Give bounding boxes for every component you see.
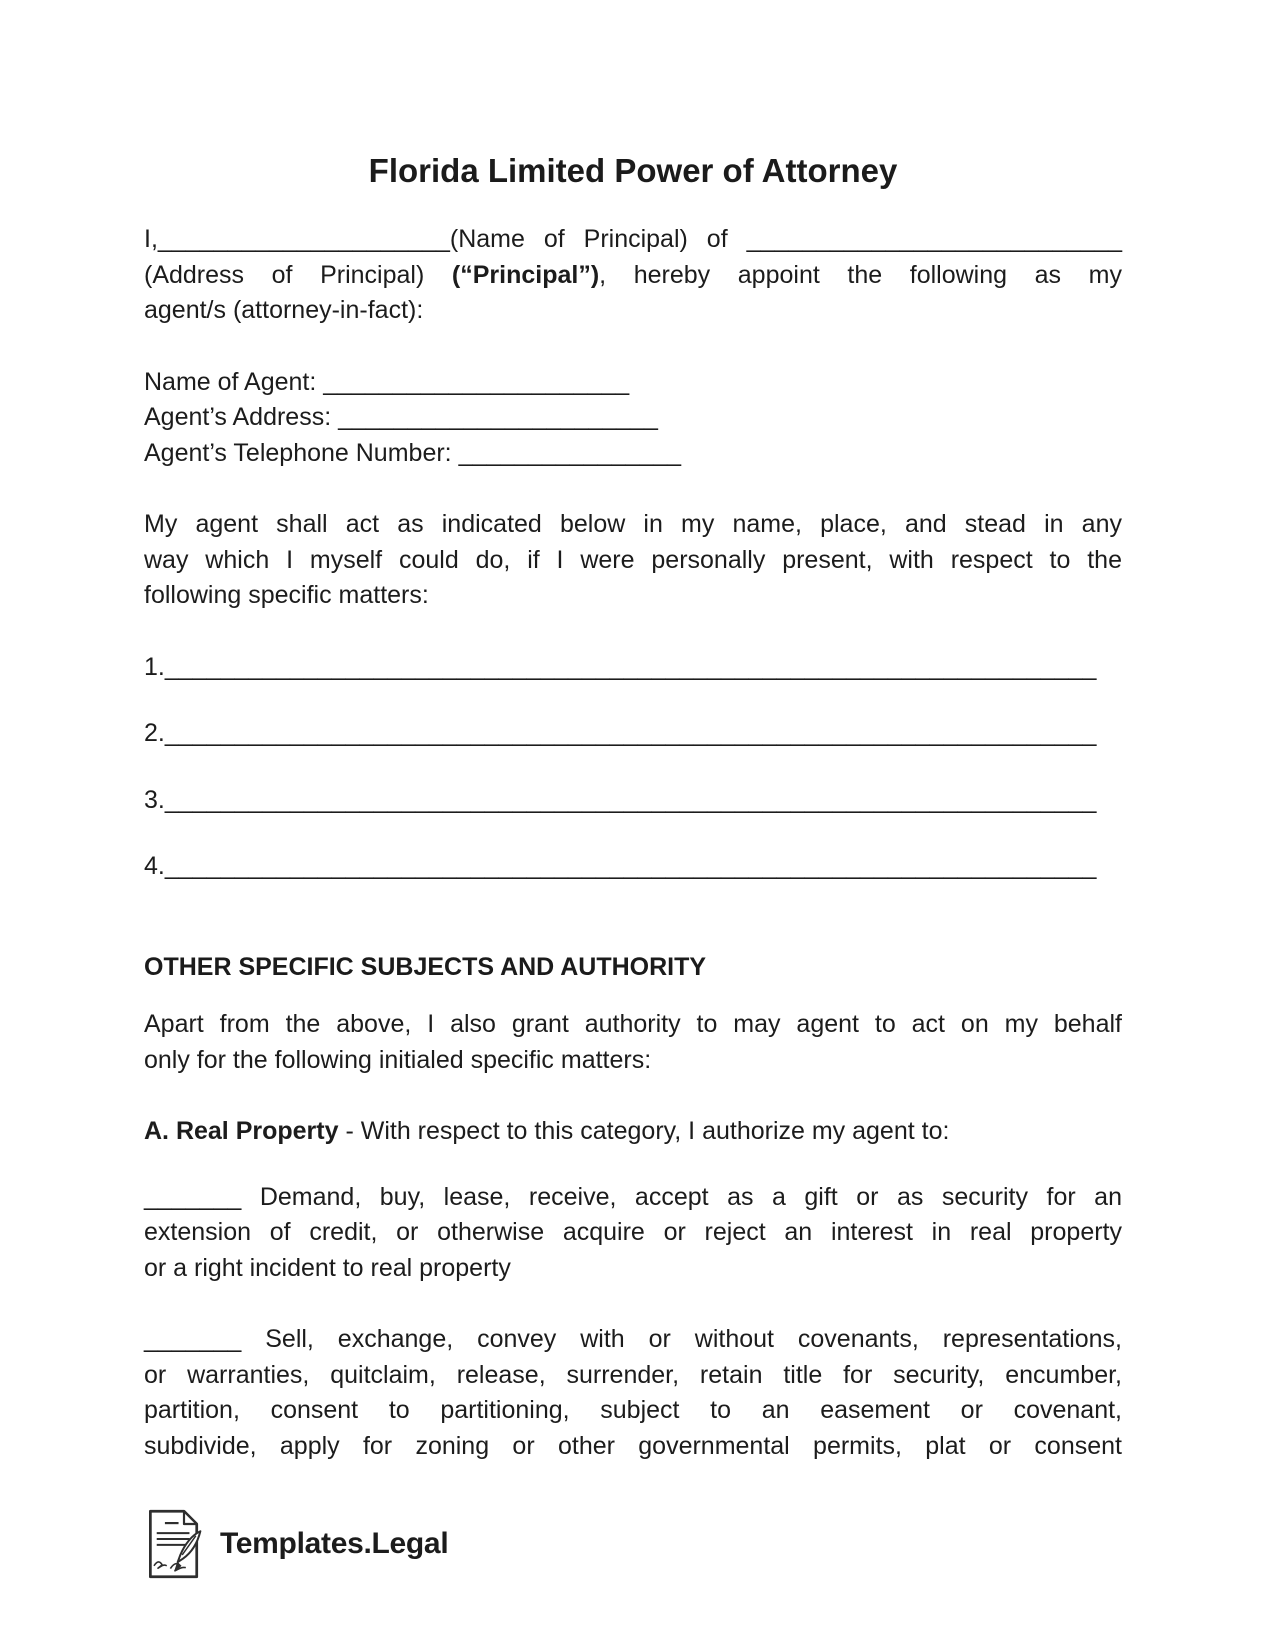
text-line: or a right incident to real property xyxy=(144,1253,511,1282)
text-line: _______ Sell, exchange, convey with or without covenants, representations, xyxy=(144,1325,1122,1353)
text-line: agent/s (attorney-in-fact): xyxy=(144,296,424,324)
text-line: 2.___________________________________________________________________ xyxy=(144,719,1097,747)
text-line: extension of credit, or otherwise acquire or reject an interest in real property xyxy=(144,1218,1122,1246)
footer-logo xyxy=(144,1508,1122,1580)
text-line: Apart from the above, I also grant authority to may agent to act on my behalf xyxy=(144,1010,1122,1038)
scope-paragraph xyxy=(144,507,1122,614)
other-authority-heading: OTHER SPECIFIC SUBJECTS AND AUTHORITY xyxy=(144,952,707,981)
document-with-quill-icon xyxy=(144,1508,204,1580)
text-line: partition, consent to partitioning, subject to an easement or covenant, xyxy=(144,1396,1122,1424)
real-property-sell-clause xyxy=(144,1322,1122,1464)
intro-paragraph xyxy=(144,222,1122,329)
other-authority-intro-paragraph xyxy=(144,1007,1122,1078)
text-line: My agent shall act as indicated below in my name, place, and stead in any xyxy=(144,510,1122,538)
text-line: following specific matters: xyxy=(144,581,429,609)
text-line: subdivide, apply for zoning or other governmental permits, plat or consent xyxy=(144,1431,1122,1460)
agent-info-block xyxy=(144,365,1122,472)
text-line: Name of Agent: ______________________ xyxy=(144,367,630,396)
text-line: I,_____________________(Name of Principal) of ___________________________ xyxy=(144,225,1122,253)
real-property-heading-line xyxy=(144,1114,1122,1150)
document-content xyxy=(144,150,1122,1580)
text-line: only for the following initialed specific matters: xyxy=(144,1045,652,1074)
text-line: Agent’s Address: _______________________ xyxy=(144,403,658,431)
brand-text: Templates.Legal xyxy=(220,1527,449,1560)
text-line: (Address of Principal) (“Principal”), hereby appoint the following as my xyxy=(144,260,1122,289)
text-line: 4.___________________________________________________________________ xyxy=(144,852,1097,880)
specific-matters-list xyxy=(144,650,1122,885)
text-line: _______ Demand, buy, lease, receive, accept as a gift or as security for an xyxy=(144,1182,1122,1211)
text-line: 3.___________________________________________________________________ xyxy=(144,785,1097,814)
text-line: or warranties, quitclaim, release, surrender, retain title for security, encumber, xyxy=(144,1360,1122,1389)
text-line: way which I myself could do, if I were personally present, with respect to the xyxy=(144,545,1122,574)
document-title: Florida Limited Power of Attorney xyxy=(368,152,898,189)
text-line: 1.___________________________________________________________________ xyxy=(144,652,1097,681)
text-line: Agent’s Telephone Number: ________________ xyxy=(144,438,682,467)
text-line: A. Real Property - With respect to this category, I authorize my agent to: xyxy=(144,1117,950,1145)
real-property-acquire-clause xyxy=(144,1180,1122,1287)
